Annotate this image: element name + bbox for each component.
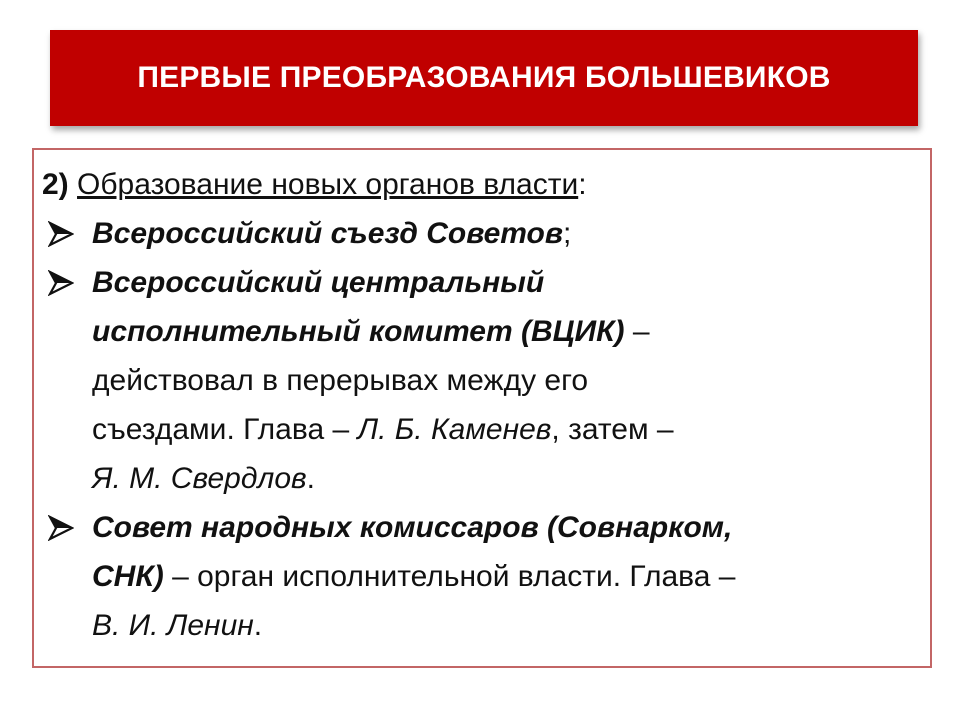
list-item (42, 209, 916, 258)
item-3-line2-tail: – орган исполнительной власти. Глава – (163, 560, 736, 593)
item-3-line2: СНК) (92, 560, 164, 593)
arrow-bullet-icon (46, 503, 78, 552)
item-2-line4-tail: , затем – (551, 413, 674, 446)
item-3-line3-name: В. И. Ленин (92, 609, 254, 642)
list-item (42, 258, 916, 503)
item-2-line2-tail: – (624, 315, 650, 348)
item-3-line1: Совет народных комиссаров (Совнарком, (92, 511, 733, 544)
item-2-line5-tail: . (306, 462, 316, 495)
arrow-bullet-icon (46, 209, 78, 258)
arrow-bullet-icon (46, 258, 78, 307)
content-box (32, 148, 932, 668)
item-3-line3-tail: . (253, 609, 263, 642)
content-text (42, 160, 916, 650)
item-2-line4-name: Л. Б. Каменев (357, 413, 552, 446)
intro-line (42, 160, 916, 209)
item-2-line4-prefix: съездами. Глава – (92, 413, 358, 446)
intro-number: 2) (42, 168, 69, 201)
item-2-line1: Всероссийский центральный (92, 266, 545, 299)
item-2-line3: действовал в перерывах между его (92, 364, 589, 397)
list-item (42, 503, 916, 650)
item-2-line2: исполнительный комитет (ВЦИК) (92, 315, 625, 348)
item-1-title: Всероссийский съезд Советов (92, 217, 563, 250)
slide-title: ПЕРВЫЕ ПРЕОБРАЗОВАНИЯ БОЛЬШЕВИКОВ (137, 61, 831, 94)
item-1-tail: ; (562, 217, 572, 250)
title-banner (50, 30, 918, 126)
intro-heading: Образование новых органов власти (77, 168, 579, 201)
intro-colon: : (578, 168, 587, 201)
item-2-line5-name: Я. М. Свердлов (92, 462, 307, 495)
